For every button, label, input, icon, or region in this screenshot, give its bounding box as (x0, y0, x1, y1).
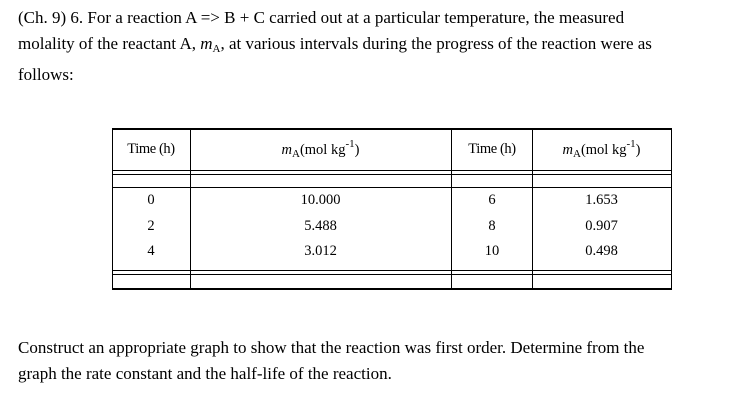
header-time-1: Time (h) (127, 141, 175, 157)
molality-symbol: m (200, 33, 213, 53)
header-m-symbol: m (281, 142, 292, 158)
outro-line-2: graph the rate constant and the half-life of the reaction. (18, 363, 392, 383)
table-cell-molality: 0.498 (585, 243, 618, 259)
header-time-2: Time (h) (468, 141, 516, 157)
table-cell-molality: 3.012 (304, 243, 337, 259)
header-m-subscript: A (292, 148, 300, 160)
table-body-rule-bottom-1 (112, 270, 672, 271)
table-cell-time: 6 (488, 192, 496, 208)
outro-line-1: Construct an appropriate graph to show that the reaction was first order. Determine from the (18, 338, 645, 357)
table-cell-molality: 10.000 (300, 192, 341, 208)
table-cell-time: 4 (147, 243, 155, 259)
table-cell-time: 8 (488, 218, 496, 234)
question-intro (18, 5, 748, 88)
header-close: ) (354, 142, 360, 158)
question-instructions (18, 335, 748, 386)
header-m-symbol: m (562, 142, 573, 158)
header-unit: (mol kg (299, 142, 346, 158)
table-body-rule-bottom-2 (112, 274, 672, 275)
header-m-subscript: A (573, 148, 581, 160)
header-close: ) (635, 142, 641, 158)
intro-line-2-end: , at various intervals during the progress of the reaction were as (220, 33, 652, 53)
intro-line-3: follows: (18, 65, 74, 84)
table-cell-molality: 1.653 (585, 192, 618, 208)
table-cell-time: 2 (147, 218, 155, 234)
molality-subscript: A (212, 42, 221, 55)
intro-line-2-start: molality of the reactant A, (18, 33, 201, 53)
table-body-rule-top (112, 187, 672, 188)
header-unit: (mol kg (580, 142, 627, 158)
table-bottom-rule (112, 288, 672, 290)
header-molality-2 (532, 138, 671, 160)
table-cell-molality: 5.488 (304, 218, 337, 234)
table-header-rule-bottom (112, 174, 672, 175)
header-exponent: -1 (345, 138, 355, 150)
table-right-border (671, 128, 672, 290)
intro-line-1: (Ch. 9) 6. For a reaction A => B + C carried out at a particular temperature, the measured (18, 8, 625, 27)
table-top-rule (112, 128, 672, 130)
header-exponent: -1 (626, 138, 636, 150)
table-header-rule-top (112, 170, 672, 171)
table-cell-time: 0 (147, 192, 155, 208)
header-molality-1 (190, 138, 451, 160)
data-table (112, 128, 672, 290)
table-cell-time: 10 (484, 243, 500, 259)
table-cell-molality: 0.907 (585, 218, 618, 234)
